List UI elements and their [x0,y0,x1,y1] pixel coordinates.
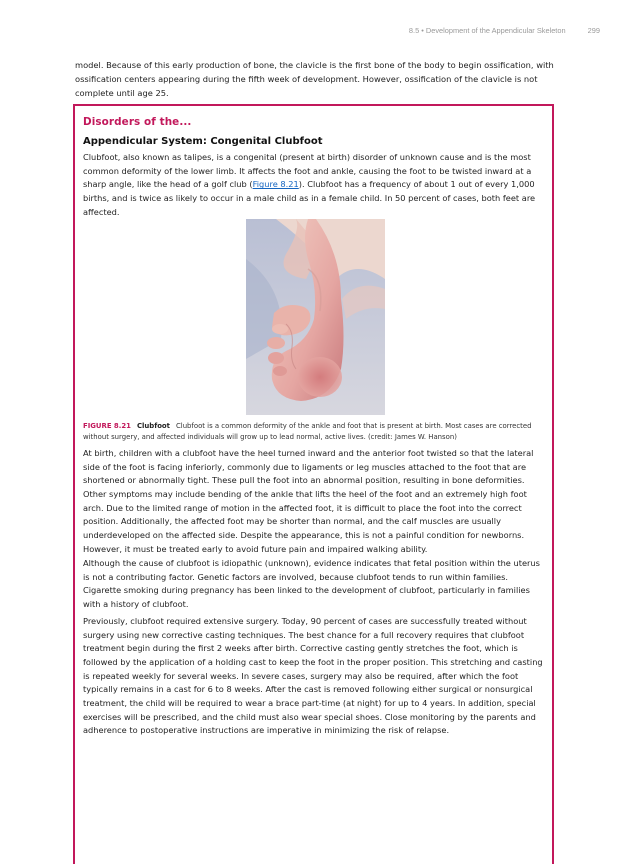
paragraph-2: At birth, children with a clubfoot have the heel turned inward and the anterior foot twisted so that the lateral side of the foot is facing inferiorly, commonly due to ligaments or leg muscles attached to the foot that are shortened or abnormally tight. These pull the foot into an abnormal position, resulting in bone deformities. Other symptoms may include bending of the ankle that lifts the heel of the foot and an extremely high foot arch. Due to the limited range of motion in the affected foot, it is difficult to place the foot into the correct position. Additionally, the affected foot may be shorter than normal, and the calf muscles are usually underdeveloped on the affected side. Despite the appearance, this is not a painful condition for newborns. However, it must be treated early to avoid future pain and impaired walking ability. [83,448,534,554]
paragraph-1 [83,151,546,219]
paragraph-4: Previously, clubfoot required extensive surgery. Today, 90 percent of cases are successfully treated without surgery using new corrective casting techniques. The best chance for a full recovery requires that clubfoot treatment begin during the first 2 weeks after birth. Corrective casting gently stretches the foot, which is followed by the application of a holding cast to keep the foot in the proper position. This stretching and casting is repeated weekly for several weeks. In severe cases, surgery may also be required, after which the foot typically remains in a cast for 6 to 8 weeks. After the cast is removed following either surgical or nonsurgical treatment, the child will be required to wear a brace part-time (at night) for up to 4 years. In addition, special exercises will be prescribed, and the child must also wear special shoes. Close monitoring by the parents and adherence to postoperative instructions are imperative in minimizing the risk of relapse. [83,616,543,736]
figure-link[interactable]: Figure 8.21 [252,179,299,190]
page-number: 299 [587,26,600,35]
intro-paragraph: model. Because of this early production of bone, the clavicle is the first bone of the body to begin ossification, with ossification centers appearing during the fifth week of development. However, ossification of the clavicle is not complete until age 25. [75,60,554,98]
paragraph-3: Although the cause of clubfoot is idiopathic (unknown), evidence indicates that fetal position within the uterus is not a contributing factor. Genetic factors are involved, because clubfoot tends to run within families. Cigarette smoking during pregnancy has been linked to the development of clubfoot, particularly in families with a history of clubfoot. [83,558,540,609]
paragraph-1-text-a: Clubfoot, also known as talipes, is a congenital (present at birth) disorder of unknown cause and is the most common deformity of the lower limb. It affects the foot and ankle, causing the foot to be twisted inward at a sharp angle, like the head of a golf club ( [83,152,532,190]
figure-title: Clubfoot [136,422,170,430]
figure-caption-text: Clubfoot is a common deformity of the ankle and foot that is present at birth. Most cases are corrected without surgery, and affected individuals will grow up to lead normal, active lives. (credit: James W. Hanson) [83,422,532,441]
section-heading: Appendicular System: Congenital Clubfoot [83,136,323,147]
feature-title: Disorders of the... [83,116,192,128]
running-header [0,26,600,35]
paragraph-1-text-b: ). Clubfoot has a frequency of about 1 out of every 1,000 births, and is twice as likely to occur in a male child as in a female child. In 50 percent of cases, both feet are affected. [83,179,536,217]
figure-label: FIGURE 8.21 [83,422,131,430]
section-title: 8.5 • Development of the Appendicular Skeleton [408,26,566,35]
disorders-feature-box [73,104,554,864]
figure-caption [83,421,546,442]
clubfoot-photo [246,219,385,415]
